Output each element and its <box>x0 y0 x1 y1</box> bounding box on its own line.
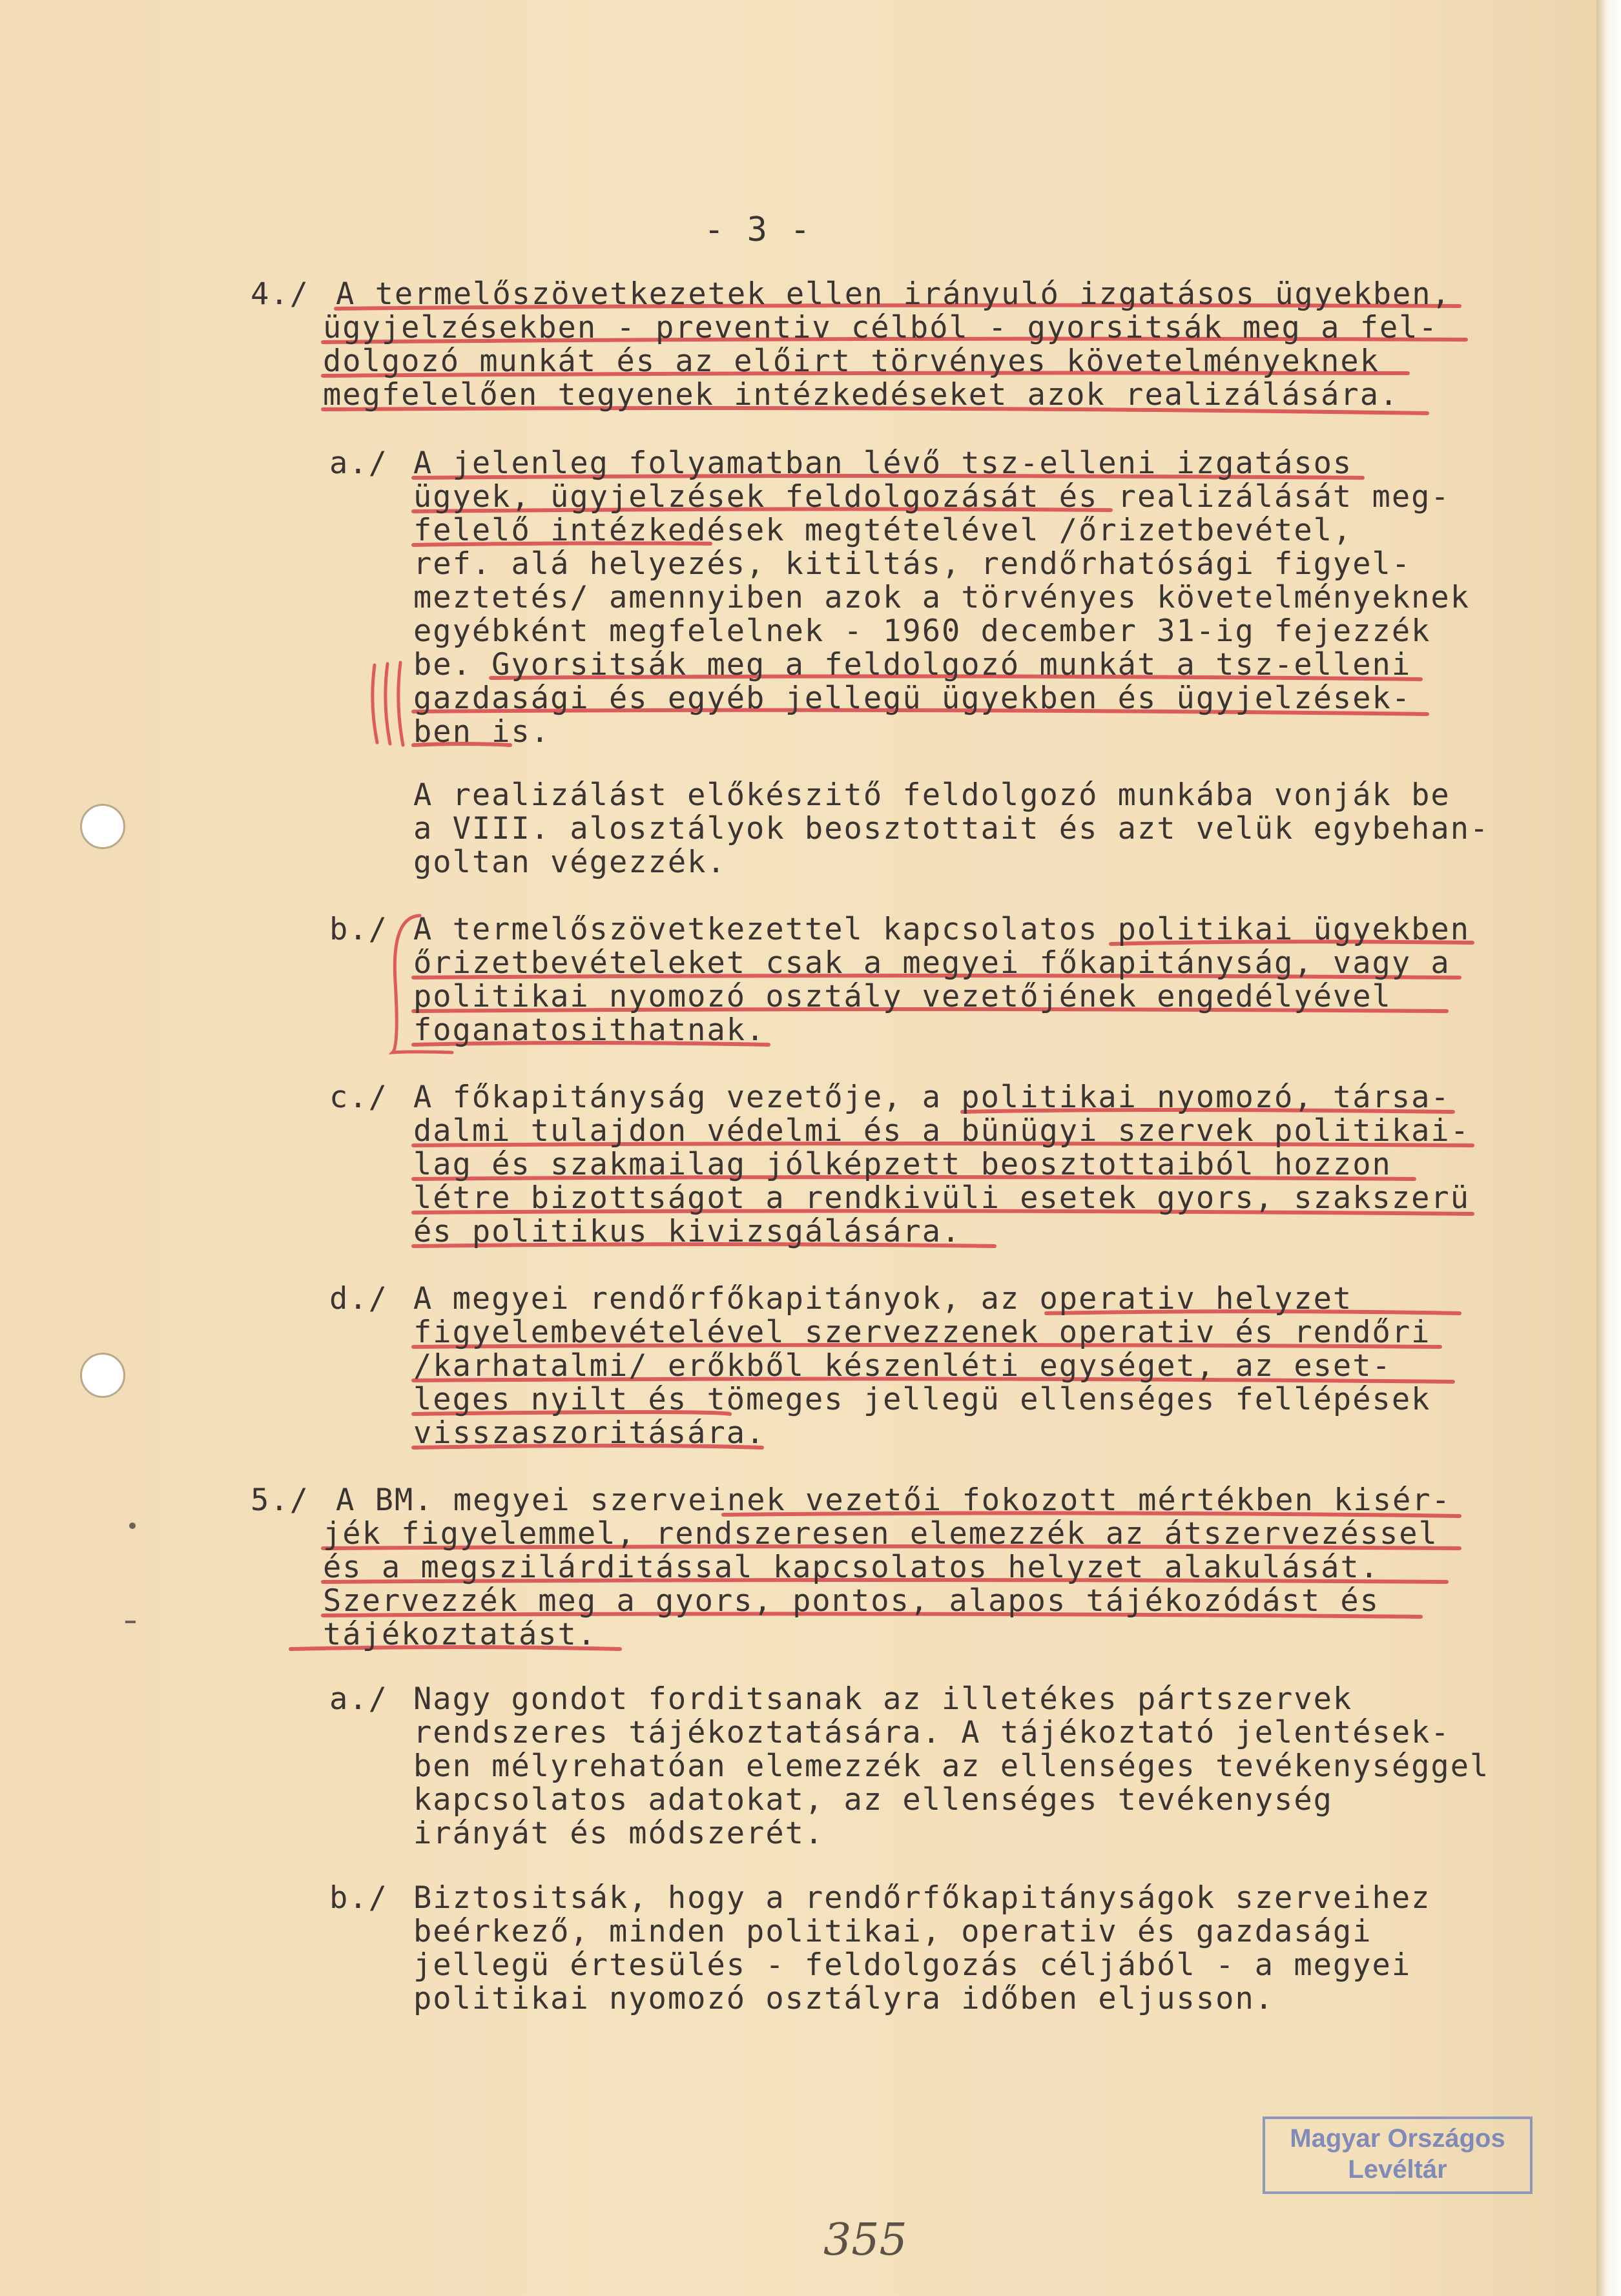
section-5-line: jék figyelemmel, rendszeresen elemezzék az átszervezéssel <box>323 1516 1438 1552</box>
section-5-line: Szervezzék meg a gyors, pontos, alapos tájékozódást és <box>323 1583 1380 1619</box>
section-4c-line: és politikus kivizsgálására. <box>413 1214 962 1249</box>
paper-edge <box>1596 0 1621 2296</box>
section-5-line: és a megszilárditással kapcsolatos helyzet alakulását. <box>323 1550 1380 1585</box>
section-4d-line: leges nyilt és tömeges jellegü ellenséges fellépések <box>413 1382 1431 1417</box>
page-number: - 3 - <box>704 210 812 249</box>
section-4a-continuation: goltan végezzék. <box>413 845 727 880</box>
section-4a-line: be. Gyorsitsák meg a feldolgozó munkát a tsz-elleni <box>413 647 1412 682</box>
section-4-line: ügyjelzésekben - preventiv célból - gyorsitsák meg a fel- <box>323 310 1438 345</box>
section-4a-line: felelő intézkedések megtételével /őrizetbevétel, <box>413 513 1353 548</box>
section-5b-label: b./ <box>329 1880 388 1916</box>
section-5-line: A BM. megyei szerveinek vezetői fokozott mértékben kisér- <box>336 1482 1451 1518</box>
section-4a-line: ben is. <box>413 714 551 750</box>
section-4b-line: foganatosithatnak. <box>413 1012 766 1048</box>
section-4d-line: /karhatalmi/ erőkből készenléti egységet, az eset- <box>413 1348 1392 1384</box>
section-4c-line: A főkapitányság vezetője, a politikai nyomozó, társa- <box>413 1080 1451 1115</box>
section-4a-line: gazdasági és egyéb jellegü ügyekben és ügyjelzések- <box>413 681 1412 716</box>
section-4a-line: A jelenleg folyamatban lévő tsz-elleni izgatásos <box>413 446 1353 481</box>
section-4b-line: A termelőszövetkezettel kapcsolatos politikai ügyekben <box>413 912 1471 947</box>
section-4c-line: lag és szakmailag jólképzett beosztottaiból hozzon <box>413 1147 1392 1182</box>
section-4a-line: meztetés/ amennyiben azok a törvényes követelményeknek <box>413 580 1471 615</box>
section-5a-line: irányát és módszerét. <box>413 1816 825 1851</box>
section-5a-line: ben mélyrehatóan elemezzék az ellenséges tevékenységgel <box>413 1748 1490 1784</box>
section-4a-continuation: A realizálást előkészitő feldolgozó munkába vonják be <box>413 777 1451 813</box>
section-4c-label: c./ <box>329 1080 388 1115</box>
section-4c-line: létre bizottságot a rendkivüli esetek gyors, szakszerü <box>413 1180 1471 1216</box>
section-5a-label: a./ <box>329 1681 388 1717</box>
section-4d-line: visszaszoritására. <box>413 1415 766 1451</box>
section-4-line: A termelőszövetkezetek ellen irányuló izgatásos ügyekben, <box>336 276 1451 312</box>
section-5a-line: kapcsolatos adatokat, az ellenséges tevékenység <box>413 1782 1333 1818</box>
section-5a-line: Nagy gondot forditsanak az illetékes pártszervek <box>413 1681 1353 1717</box>
section-4a-line: egyébként megfelelnek - 1960 december 31-ig fejezzék <box>413 613 1431 649</box>
section-5b-line: politikai nyomozó osztályra időben eljusson. <box>413 1981 1275 2016</box>
section-4d-line: A megyei rendőrfőkapitányok, az operativ helyzet <box>413 1281 1353 1317</box>
section-4d-line: figyelembevételével szervezzenek operativ és rendőri <box>413 1315 1431 1350</box>
section-4b-label: b./ <box>329 912 388 947</box>
section-4-line: dolgozó munkát és az előirt törvényes követelményeknek <box>323 343 1380 379</box>
archive-stamp <box>1263 2117 1533 2194</box>
section-4a-label: a./ <box>329 446 388 481</box>
section-5b-line: jellegü értesülés - feldolgozás céljából - a megyei <box>413 1947 1412 1983</box>
section-4b-line: őrizetbevételeket csak a megyei főkapitányság, vagy a <box>413 945 1451 981</box>
section-4-label: 4./ <box>251 276 309 312</box>
stamp-line-2: Levéltár <box>1348 2155 1447 2184</box>
handwritten-page-number: 355 <box>823 2215 907 2266</box>
section-4a-line: ügyek, ügyjelzések feldolgozását és realizálását meg- <box>413 479 1451 515</box>
section-5-label: 5./ <box>251 1482 309 1518</box>
section-4-line: megfelelően tegyenek intézkedéseket azok realizálására. <box>323 377 1399 413</box>
section-5a-line: rendszeres tájékoztatására. A tájékoztató jelentések- <box>413 1715 1451 1750</box>
section-5b-line: beérkező, minden politikai, operativ és gazdasági <box>413 1914 1372 1949</box>
section-4a-continuation: a VIII. alosztályok beosztottait és azt velük egybehan- <box>413 811 1490 846</box>
stamp-line-1: Magyar Országos <box>1290 2124 1505 2153</box>
section-4c-line: dalmi tulajdon védelmi és a bünügyi szervek politikai- <box>413 1113 1471 1149</box>
section-4d-label: d./ <box>329 1281 388 1317</box>
section-5b-line: Biztositsák, hogy a rendőrfőkapitányságok szerveihez <box>413 1880 1431 1916</box>
section-4a-line: ref. alá helyezés, kitiltás, rendőrhatósági figyel- <box>413 546 1412 582</box>
section-5-line: tájékoztatást. <box>323 1617 597 1652</box>
section-4b-line: politikai nyomozó osztály vezetőjének engedélyével <box>413 979 1392 1014</box>
